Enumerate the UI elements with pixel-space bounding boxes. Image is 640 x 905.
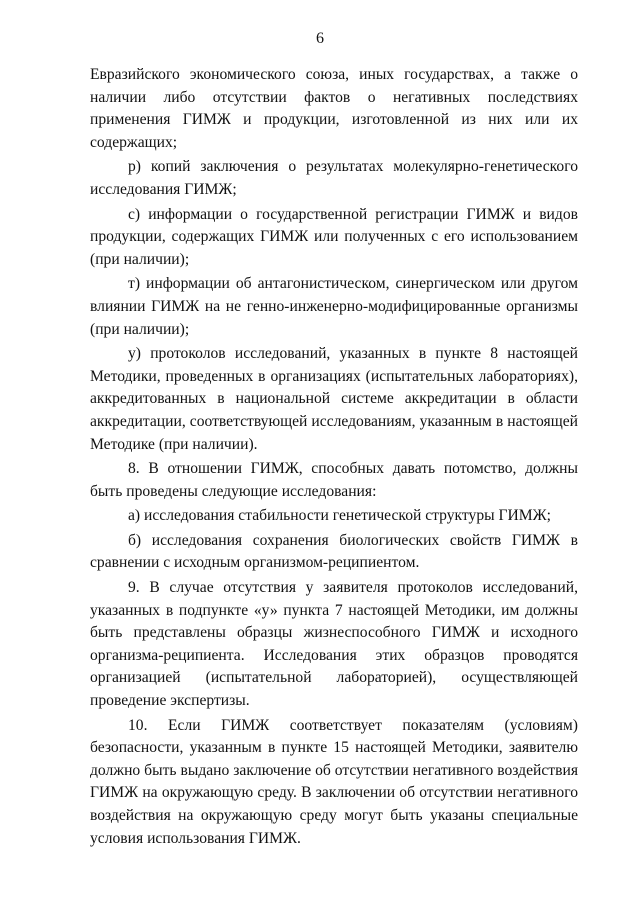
paragraph-clause-10: 10. Если ГИМЖ соответствует показателям (условиям) безопасности, указанным в пункте 15 настоящей Методики, заявителю должно быть выдано заключение об отсутствии негативного воздействия ГИМЖ на окружающую среду. В заключении об отсутствии негативного воздействия на окружающую среду могут быть указаны специальные условия использования ГИМЖ. xyxy=(90,716,578,847)
paragraph-item-r: р) копий заключения о результатах молекулярно-генетического исследования ГИМЖ; xyxy=(90,158,578,198)
paragraph-item-b: б) исследования сохранения биологических свойств ГИМЖ в сравнении с исходным организмом-реципиентом. xyxy=(90,531,578,572)
paragraph-item-a: а) исследования стабильности генетической структуры ГИМЖ; xyxy=(128,507,551,525)
paragraph-continuation: Евразийского экономического союза, иных государствах, а также о наличии либо отсутствии фактов о негативных последствиях применения ГИМЖ и продукции, изготовленной из них или их содержащих; xyxy=(90,66,578,151)
document-body xyxy=(90,64,578,852)
paragraph-clause-9: 9. В случае отсутствия у заявителя протоколов исследований, указанных в подпункте «у» пункта 7 настоящей Методики, им должны быть представлены образцы жизнеспособного ГИМЖ и исходного организма-реципиента. Исследования этих образцов проводятся организацией (испытательной лабораторией), осуществляющей проведение экспертизы. xyxy=(90,579,578,710)
paragraph-item-u: у) протоколов исследований, указанных в пункте 8 настоящей Методики, проведенных в организациях (испытательных лабораториях), аккредитованных в национальной системе аккредитации в области аккредитации, соответствующей исследованиям, указанным в настоящей Методике (при наличии). xyxy=(90,345,578,453)
paragraph-item-t: т) информации об антагонистическом, синергическом или другом влиянии ГИМЖ на не генно-инженерно-модифицированные организмы (при наличии); xyxy=(90,275,578,338)
paragraph-item-s: с) информации о государственной регистрации ГИМЖ и видов продукции, содержащих ГИМЖ или полученных с его использованием (при наличии); xyxy=(90,205,578,268)
paragraph-clause-8: 8. В отношении ГИМЖ, способных давать потомство, должны быть проведены следующие исследования: xyxy=(90,460,578,500)
page-number: 6 xyxy=(316,30,324,47)
